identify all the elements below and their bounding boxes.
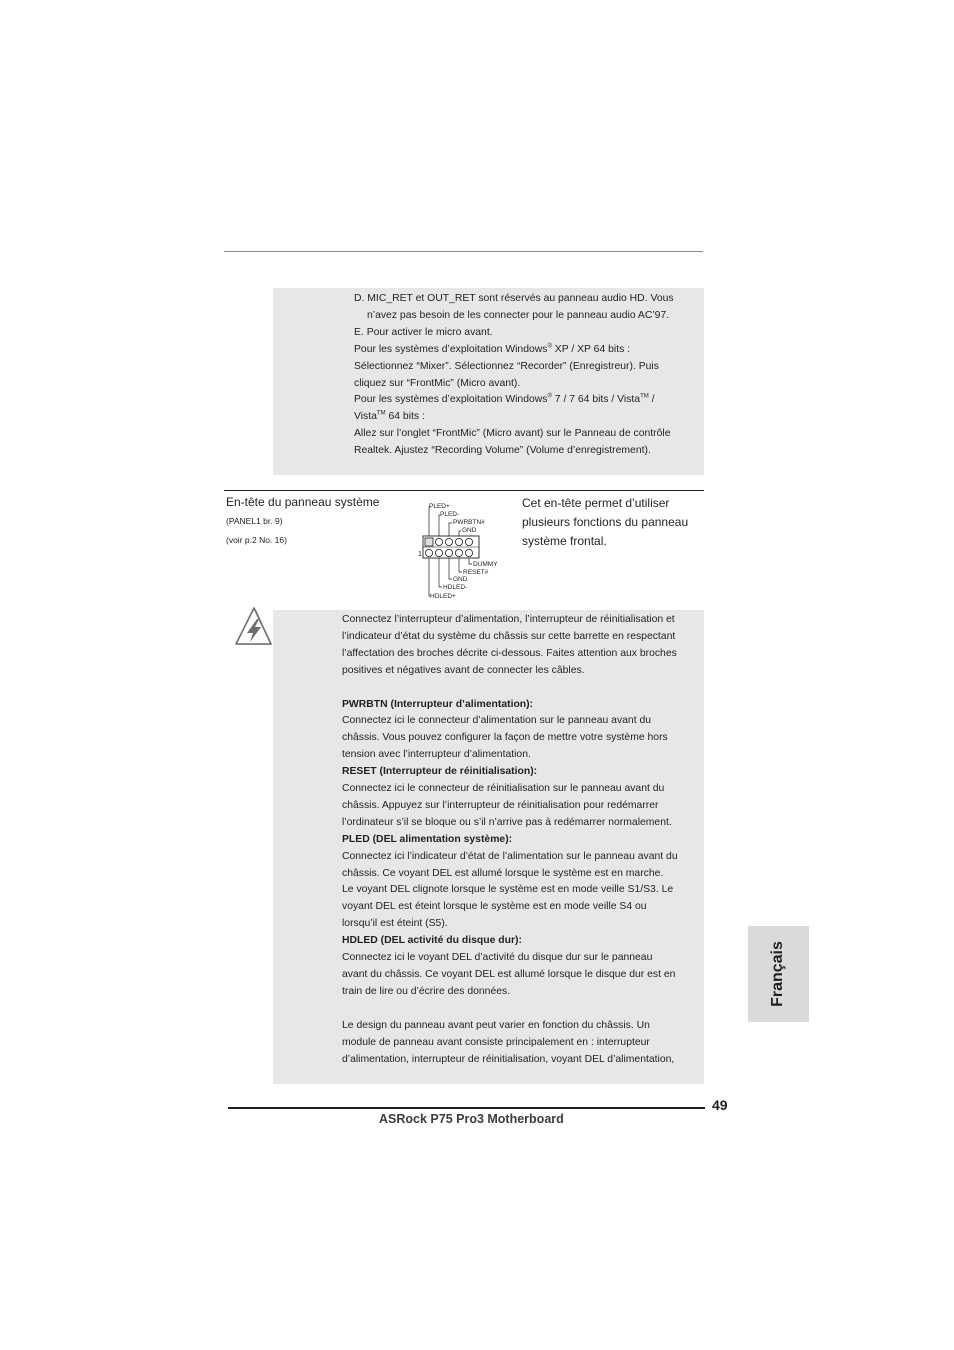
outro-line: Le design du panneau avant peut varier en fonction du châssis. Un [342,1019,650,1031]
win7-middle: 7 / 7 64 bits / Vista [551,394,641,406]
note-line: D. MIC_RET et OUT_RET sont réservés au panneau audio HD. Vous [354,293,674,304]
pled-line: châssis. Ce voyant DEL est allumé lorsque le système est en marche. [342,867,664,879]
xp-suffix: XP / XP 64 bits : [551,343,631,355]
note-line-win7 [354,392,706,409]
hdled-line: Connectez ici le voyant DEL d’activité du disque dur sur le panneau [342,952,653,964]
paragraph-gap [342,1001,708,1018]
section-description: Cet en-tête permet d’utiliser plusieurs fonctions du panneau système frontal. [522,496,689,548]
language-tab-label: Français [769,941,786,1007]
trademark-mark: TM [376,410,386,417]
section-title: En-tête du panneau système [226,495,380,509]
pin-label-hdled-minus: HDLED- [443,584,468,591]
note-line: Realtek. Ajustez “Recording Volume” (Volume d’enregistrement). [354,445,651,457]
warning-icon [234,606,274,648]
top-rule [224,251,703,252]
intro-line: l’affectation des broches décrite ci-dessous. Faites attention aux broches [342,647,677,659]
xp-prefix: Pour les systèmes d’exploitation Windows [354,343,548,355]
registered-mark: ® [547,393,552,400]
intro-line: positives et négatives avant de connecter les câbles. [342,664,585,676]
panel-instructions-text [342,612,708,1068]
vista-suffix: 64 bits : [385,411,425,423]
pled-line: lorsqu’il est éteint (S5). [342,918,448,930]
pwrbtn-line: Connectez ici le connecteur d’alimentation sur le panneau avant du [342,715,652,727]
reset-line: châssis. Appuyez sur l’interrupteur de réinitialisation pour redémarrer [342,799,659,811]
section-ref-page: (voir p.2 No. 16) [226,535,287,545]
panel-pin-diagram [416,496,506,601]
pled-line: voyant DEL est éteint lorsque le système est en mode veille S4 ou [342,901,647,913]
reset-line: l’ordinateur s’il se bloque ou s’il n’arrive pas à redémarrer normalement. [342,816,672,828]
note-line: Allez sur l’onglet “FrontMic” (Micro avant) sur le Panneau de contrôle [354,428,671,440]
reset-heading [342,764,708,781]
pwrbtn-heading [342,697,708,714]
win7-prefix: Pour les systèmes d’exploitation Windows [354,394,548,406]
pwrbtn-line: tension avec l’interrupteur d’alimentation. [342,749,531,761]
intro-line: l’indicateur d’état du système du châssis sur cette barrette en respectant [342,630,676,642]
audio-note-text [354,291,706,460]
pin-label-dummy: DUMMY [473,561,498,568]
note-line-xp [354,342,706,359]
outro-line: d’alimentation, interrupteur de réinitialisation, voyant DEL d’alimentation, [342,1053,675,1065]
note-line-vista [354,409,706,426]
page-number: 49 [712,1097,728,1113]
note-line: cliquez sur “FrontMic” (Micro avant). [354,377,521,389]
language-tab [748,926,809,1022]
note-line: Sélectionnez “Mixer”. Sélectionnez “Recorder” (Enregistreur). Puis [354,360,659,372]
registered-mark: ® [547,343,552,350]
reset-line: Connectez ici le connecteur de réinitialisation sur le panneau avant du [342,783,665,795]
pin-label-gnd-bottom: GND [453,576,468,583]
pled-heading [342,832,708,849]
vista-prefix: Vista [354,411,377,423]
footer-product-name: ASRock P75 Pro3 Motherboard [379,1112,564,1126]
hdled-heading-text: HDLED (DEL activité du disque dur): [342,935,522,947]
pin-label-reset: RESET# [463,569,489,576]
pin-label-gnd-top: GND [462,527,477,534]
paragraph-gap [342,680,708,697]
pwrbtn-heading-text: PWRBTN (Interrupteur d’alimentation): [342,698,534,710]
pin-label-pled-minus: PLED- [440,511,460,518]
footer-rule [228,1107,705,1109]
win7-end: / [648,394,655,406]
hdled-line: train de lire ou d’écrire des données. [342,985,511,997]
pin-label-pwrbtn: PWRBTN# [453,519,485,526]
hdled-line: avant du châssis. Ce voyant DEL est allumé lorsque le disque dur est en [342,969,676,981]
trademark-mark: TM [640,393,649,400]
reset-heading-text: RESET (Interrupteur de réinitialisation): [342,766,538,778]
pled-line: Connectez ici l’indicateur d’état de l’alimentation sur le panneau avant du [342,850,678,862]
note-line: n’avez pas besoin de les connecter pour le panneau audio AC’97. [367,309,670,321]
section-rule [224,490,704,491]
pled-heading-text: PLED (DEL alimentation système): [342,833,513,845]
section-ref-pins: (PANEL1 br. 9) [226,516,283,526]
pwrbtn-line: châssis. Vous pouvez configurer la façon de mettre votre système hors [342,732,668,744]
pin-one-marker [425,538,433,546]
pin-one-label: 1 [418,551,422,558]
note-line: E. Pour activer le micro avant. [354,326,493,338]
pin-label-pled-plus: PLED+ [429,503,450,510]
hdled-heading [342,933,708,950]
intro-line: Connectez l’interrupteur d’alimentation, l’interrupteur de réinitialisation et [342,614,675,625]
pled-line: Le voyant DEL clignote lorsque le système est en mode veille S1/S3. Le [342,884,674,896]
outro-line: module de panneau avant consiste principalement en : interrupteur [342,1036,650,1048]
pin-label-hdled-plus: HDLED+ [430,593,456,600]
